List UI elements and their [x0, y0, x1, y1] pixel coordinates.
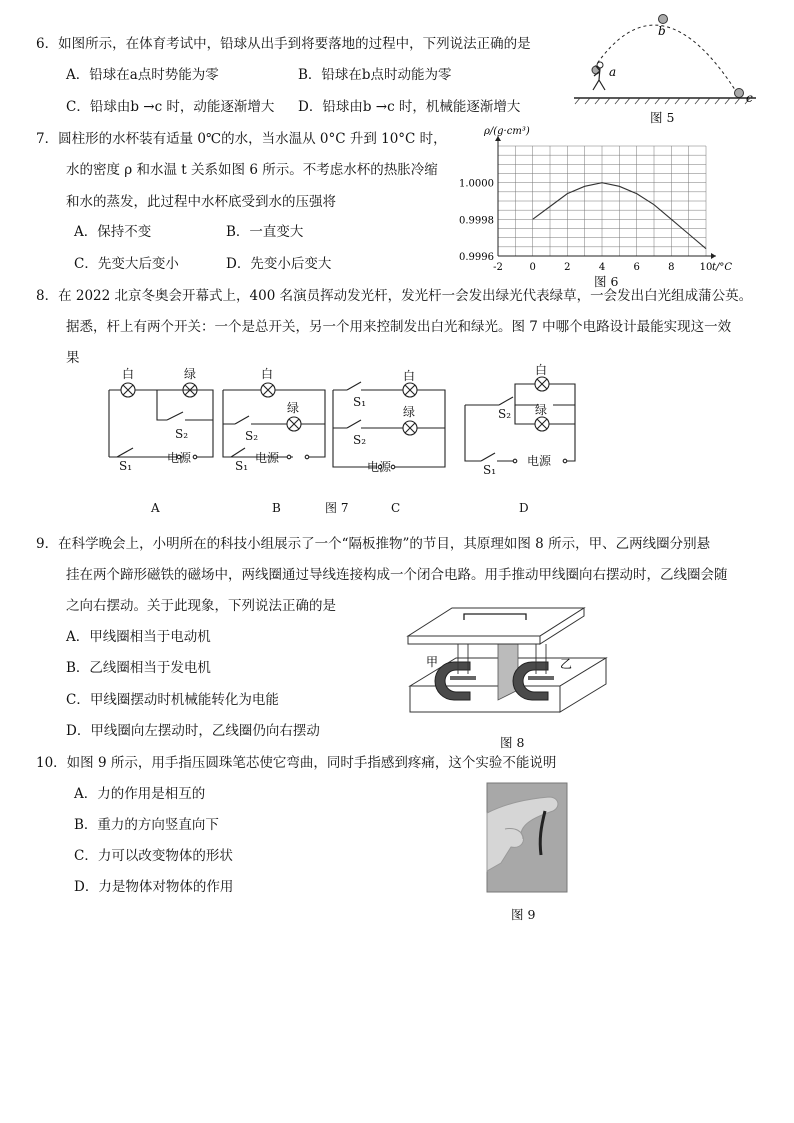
q6-option-d: D．铅球由b →c 时，机械能逐渐增大: [298, 99, 521, 115]
figure-5-caption: 图 5: [650, 110, 675, 125]
chart-y-ticks: [459, 179, 494, 263]
q10-option-a: A．力的作用是相互的: [74, 786, 206, 802]
q7-option-c: C．先变大后变小: [74, 256, 179, 272]
circuit-d-label: D: [519, 501, 529, 515]
figure-6-density-chart: [450, 126, 750, 280]
b-s1-label: S₁: [235, 459, 249, 473]
q8-line-1: 8．在 2022 北京冬奥会开幕式上，400 名演员挥动发光杆，发光杆一会发出绿光代表绿草，一会发出白光组成蒲公英。: [36, 288, 753, 304]
b-white-label: 白: [261, 367, 274, 381]
fig5-label-c: c: [746, 91, 753, 105]
q7-option-d: D．先变小后变大: [226, 256, 332, 272]
chart-grid: [498, 146, 706, 256]
q10-option-d: D．力是物体对物体的作用: [74, 879, 234, 895]
c-power-label: 电源: [367, 460, 392, 474]
a-s1-label: S₁: [119, 459, 133, 473]
q10-stem: 10．如图 9 所示，用手指压圆珠笔芯使它弯曲，同时手指感到疼痛，这个实验不能说明: [36, 755, 557, 771]
d-s1-label: S₁: [483, 463, 497, 477]
q7-line-1: 7．圆柱形的水杯装有适量 0℃的水，当水温从 0°C 升到 10°C 时，: [36, 131, 447, 147]
q10-option-c: C．力可以改变物体的形状: [74, 848, 233, 864]
b-green-label: 绿: [287, 401, 300, 415]
d-power-label: 电源: [527, 454, 552, 468]
a-green-label: 绿: [184, 367, 197, 381]
q8-line-3: 果: [66, 350, 80, 366]
c-green-label: 绿: [403, 405, 416, 419]
x-tick-label: 2: [564, 262, 571, 273]
d-s2-label: S₂: [498, 407, 512, 421]
a-power-label: 电源: [167, 451, 192, 465]
q9-option-a: A．甲线圈相当于电动机: [66, 629, 211, 645]
b-power-label: 电源: [255, 451, 280, 465]
fig8-jia-label: 甲: [426, 655, 439, 669]
c-s2-label: S₂: [353, 433, 367, 447]
x-tick-label: 0: [529, 262, 536, 273]
q10-option-b: B．重力的方向竖直向下: [74, 817, 219, 833]
figure-9-caption: 图 9: [511, 907, 536, 922]
x-tick-label: -2: [493, 262, 503, 273]
figure-9-finger-pen-photo: [487, 783, 567, 892]
q9-option-c: C．甲线圈摆动时机械能转化为电能: [66, 692, 279, 708]
a-white-label: 白: [122, 367, 135, 381]
q9-line-3: 之向右摆动。关于此现象，下列说法正确的是: [66, 598, 336, 614]
y-tick-label: 1.0000: [459, 178, 494, 190]
q6-option-b: B．铅球在b点时动能为零: [298, 67, 452, 83]
q6-option-a: A．铅球在a点时势能为零: [66, 67, 219, 83]
x-tick-label: 10: [699, 262, 713, 273]
q9-line-1: 9．在科学晚会上，小明所在的科技小组展示了一个“隔板推物”的节目，其原理如图 8 所示，甲、乙两线圈分别悬: [36, 536, 711, 552]
x-tick-label: 4: [598, 262, 606, 273]
d-green-label: 绿: [535, 403, 548, 417]
fig5-label-b: b: [658, 24, 666, 38]
chart-axes: [495, 136, 716, 259]
chart-y-label: ρ/(g·cm³): [484, 126, 530, 137]
q9-option-d: D．甲线圈向左摆动时，乙线圈仍向右摆动: [66, 723, 320, 739]
x-tick-label: 6: [633, 262, 640, 273]
circuit-c-label: C: [391, 501, 401, 515]
c-s1-label: S₁: [353, 395, 367, 409]
circuit-b-label: B: [272, 501, 281, 515]
fig8-yi-label: 乙: [560, 657, 573, 671]
a-s2-label: S₂: [175, 427, 189, 441]
q6-stem: 6．如图所示，在体育考试中，铅球从出手到将要落地的过程中，下列说法正确的是: [36, 36, 531, 52]
x-axis-arrow: [711, 253, 716, 259]
q7-option-b: B．一直变大: [226, 224, 304, 240]
q8-line-2: 据悉，杆上有两个开关：一个是总开关，另一个用来控制发出白光和绿光。图 7 中哪个电路设计最能实现这一效: [66, 319, 732, 335]
q7-line-2: 水的密度 ρ 和水温 t 关系如图 6 所示。不考虑水杯的热胀冷缩: [66, 162, 438, 178]
q7-line-3: 和水的蒸发，此过程中水杯底受到水的压强将: [66, 194, 336, 210]
figure-7-caption: 图 7: [325, 501, 349, 515]
q9-line-2: 挂在两个蹄形磁铁的磁场中，两线圈通过导线连接构成一个闭合电路。用手推动甲线圈向右摆动时，乙线圈会随: [66, 567, 728, 583]
chart-x-label: t/°C: [712, 262, 733, 273]
y-tick-label: 0.9996: [459, 252, 494, 263]
y-tick-label: 0.9998: [459, 215, 494, 227]
figure-8-coils-magnets: [406, 604, 612, 730]
q7-option-a: A．保持不变: [74, 224, 152, 240]
q9-option-b: B．乙线圈相当于发电机: [66, 660, 211, 676]
fig5-label-a: a: [609, 65, 617, 79]
circuit-a-label: A: [151, 501, 160, 515]
x-tick-label: 8: [668, 262, 675, 273]
figure-8-caption: 图 8: [500, 735, 525, 750]
d-white-label: 白: [535, 363, 548, 377]
q6-option-c: C．铅球由b →c 时，动能逐渐增大: [66, 99, 275, 115]
b-s2-label: S₂: [245, 429, 259, 443]
c-white-label: 白: [403, 369, 416, 383]
figure-5-shot-put: [572, 10, 762, 105]
figure-7-circuits: [95, 360, 595, 520]
figure-6-caption: 图 6: [594, 274, 619, 289]
